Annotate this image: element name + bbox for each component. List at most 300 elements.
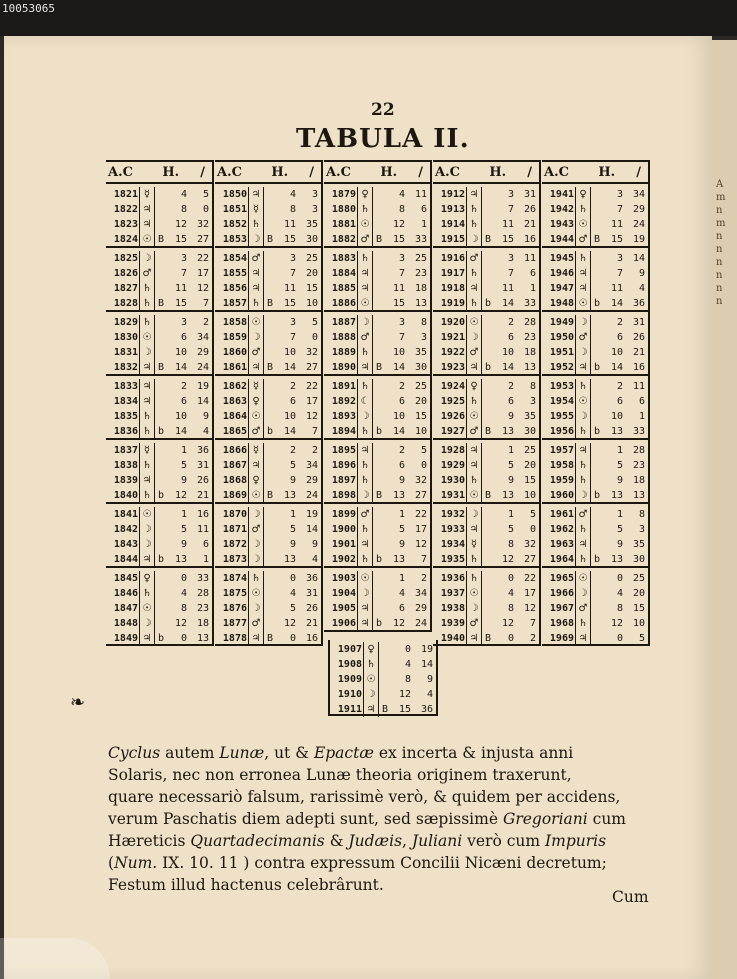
planet-symbol-icon: ☽	[576, 488, 591, 503]
minute-cell: 32	[305, 347, 318, 358]
edge-glyph: n	[716, 270, 723, 281]
table-row	[106, 187, 212, 202]
planet-symbol-icon: ♃	[140, 379, 155, 394]
year-block	[433, 248, 541, 312]
hour-cell: 7	[398, 268, 405, 279]
table-row	[106, 443, 212, 458]
minute-cell: 15	[305, 283, 318, 294]
minute-cell: 4	[426, 689, 433, 700]
minute-cell: 30	[632, 554, 645, 565]
letter-cell: B	[593, 234, 601, 245]
minute-cell: 29	[632, 204, 645, 215]
planet-symbol-icon: ☉	[249, 488, 264, 503]
minute-cell: 14	[420, 659, 433, 670]
planet-symbol-icon: ♃	[467, 443, 482, 458]
letter-cell	[373, 266, 385, 281]
year-cell: 1894	[324, 424, 358, 439]
planet-symbol-icon: ♂	[576, 601, 591, 616]
year-block	[542, 376, 650, 440]
text-segment: cum	[587, 810, 627, 828]
table-row	[215, 552, 321, 567]
table-row	[433, 571, 539, 586]
year-cell: 1874	[215, 571, 249, 586]
planet-symbol-icon: ♄	[358, 251, 373, 266]
minute-cell: 12	[196, 283, 209, 294]
year-cell: 1958	[542, 458, 576, 473]
planet-symbol-icon: ♂	[249, 345, 264, 360]
table-row	[215, 232, 321, 247]
table-row	[215, 631, 321, 646]
letter-cell: b	[375, 554, 383, 565]
planet-symbol-icon: ♂	[467, 251, 482, 266]
minute-cell: 12	[305, 411, 318, 422]
table-row	[324, 360, 430, 375]
minute-cell: 24	[305, 490, 318, 501]
hour-cell: 11	[501, 283, 514, 294]
letter-cell	[591, 571, 603, 586]
minute-cell: 28	[632, 445, 645, 456]
minute-cell: 20	[414, 396, 427, 407]
table-row	[215, 616, 321, 631]
year-cell: 1889	[324, 345, 358, 360]
table-row	[433, 586, 539, 601]
year-cell: 1907	[330, 642, 364, 657]
year-cell: 1933	[433, 522, 467, 537]
planet-symbol-icon: ♂	[576, 232, 591, 247]
table-row	[215, 281, 321, 296]
table-row	[324, 537, 430, 552]
letter-cell	[373, 251, 385, 266]
planet-symbol-icon: ♄	[140, 458, 155, 473]
minute-cell: 26	[196, 475, 209, 486]
minute-cell: 9	[202, 411, 209, 422]
hour-cell: 6	[398, 460, 405, 471]
planet-symbol-icon: ♄	[467, 266, 482, 281]
minute-cell: 34	[196, 332, 209, 343]
year-cell: 1892	[324, 394, 358, 409]
year-cell: 1860	[215, 345, 249, 360]
hour-cell: 14	[501, 298, 514, 309]
year-cell: 1902	[324, 552, 358, 567]
table-row	[542, 552, 648, 567]
year-cell: 1930	[433, 473, 467, 488]
letter-cell	[591, 507, 603, 522]
year-cell: 1882	[324, 232, 358, 247]
hour-cell: 1	[180, 509, 187, 520]
minute-cell: 35	[414, 347, 427, 358]
planet-symbol-icon: ☉	[467, 488, 482, 503]
planet-symbol-icon: ♄	[140, 315, 155, 330]
hour-cell: 1	[398, 509, 405, 520]
table-row	[433, 315, 539, 330]
minute-cell: 14	[632, 253, 645, 264]
table-column	[215, 160, 323, 646]
table-row	[106, 202, 212, 217]
year-cell: 1935	[433, 552, 467, 567]
text-line	[108, 742, 658, 764]
year-cell: 1954	[542, 394, 576, 409]
year-cell: 1855	[215, 266, 249, 281]
planet-symbol-icon: ♄	[358, 424, 373, 439]
minute-cell: 19	[420, 644, 433, 655]
hour-cell: 3	[398, 317, 405, 328]
minute-cell: 5	[202, 189, 209, 200]
table-row	[433, 424, 539, 439]
planet-symbol-icon: ☽	[140, 616, 155, 631]
hour-cell: 6	[398, 396, 405, 407]
year-cell: 1901	[324, 537, 358, 552]
table-row	[542, 409, 648, 424]
text-line	[108, 874, 658, 896]
year-block	[433, 568, 541, 646]
planet-symbol-icon: ♄	[140, 409, 155, 424]
letter-cell	[155, 522, 167, 537]
table-row	[324, 443, 430, 458]
letter-cell: B	[375, 362, 383, 373]
hour-cell: 4	[398, 588, 405, 599]
letter-cell: b	[484, 298, 492, 309]
minute-cell: 30	[414, 362, 427, 373]
table-row	[433, 394, 539, 409]
table-row	[542, 571, 648, 586]
planet-symbol-icon: ♃	[249, 187, 264, 202]
planet-symbol-icon: ♄	[467, 473, 482, 488]
planet-symbol-icon: ♃	[249, 266, 264, 281]
letter-cell	[155, 281, 167, 296]
minute-cell: 36	[196, 445, 209, 456]
year-cell: 1862	[215, 379, 249, 394]
hour-cell: 7	[507, 204, 514, 215]
year-cell: 1904	[324, 586, 358, 601]
letter-cell	[373, 571, 385, 586]
letter-cell	[264, 586, 276, 601]
letter-cell	[155, 616, 167, 631]
table-row	[324, 394, 430, 409]
table-row	[542, 443, 648, 458]
hour-cell: 10	[392, 347, 405, 358]
table-row	[106, 345, 212, 360]
letter-cell	[482, 345, 494, 360]
table-row	[542, 601, 648, 616]
page-number: 22	[371, 100, 395, 120]
table-row	[542, 266, 648, 281]
planet-symbol-icon: ♄	[576, 473, 591, 488]
hour-cell: 8	[289, 204, 296, 215]
letter-cell	[482, 507, 494, 522]
year-cell: 1938	[433, 601, 467, 616]
planet-symbol-icon: ☉	[140, 232, 155, 247]
year-block	[106, 312, 214, 376]
hour-cell: 1	[398, 573, 405, 584]
table-row	[324, 552, 430, 567]
minute-cell: 15	[523, 475, 536, 486]
year-block	[324, 248, 432, 312]
letter-cell	[155, 251, 167, 266]
hour-cell: 5	[398, 524, 405, 535]
hour-cell: 4	[404, 659, 411, 670]
body-paragraph	[108, 742, 658, 896]
table-row	[106, 379, 212, 394]
table-row	[542, 281, 648, 296]
year-block	[324, 376, 432, 440]
table-row	[433, 522, 539, 537]
table-row	[106, 552, 212, 567]
minute-cell: 6	[638, 396, 645, 407]
table-row	[106, 488, 212, 503]
minute-cell: 3	[529, 396, 536, 407]
text-segment: ,	[402, 832, 412, 850]
year-cell: 1921	[433, 330, 467, 345]
planet-symbol-icon: ☽	[576, 345, 591, 360]
year-cell: 1846	[106, 586, 140, 601]
letter-cell	[155, 458, 167, 473]
hour-cell: 15	[392, 298, 405, 309]
planet-symbol-icon: ☉	[249, 315, 264, 330]
hour-cell: 15	[398, 704, 411, 715]
table-row	[542, 315, 648, 330]
table-row	[215, 507, 321, 522]
year-cell: 1969	[542, 631, 576, 646]
hour-cell: 15	[174, 234, 187, 245]
letter-cell: B	[484, 490, 492, 501]
hour-cell: 9	[616, 539, 623, 550]
year-cell: 1937	[433, 586, 467, 601]
year-cell: 1926	[433, 409, 467, 424]
minute-cell: 17	[196, 268, 209, 279]
header-slash: /	[418, 164, 423, 180]
minute-cell: 1	[420, 219, 427, 230]
minute-cell: 4	[638, 283, 645, 294]
hour-cell: 14	[501, 362, 514, 373]
hour-cell: 12	[283, 618, 296, 629]
year-cell: 1883	[324, 251, 358, 266]
year-cell: 1864	[215, 409, 249, 424]
year-cell: 1919	[433, 296, 467, 311]
planet-symbol-icon: ♄	[140, 488, 155, 503]
table-row	[542, 330, 648, 345]
hour-cell: 3	[289, 253, 296, 264]
letter-cell: b	[375, 426, 383, 437]
letter-cell	[591, 522, 603, 537]
minute-cell: 10	[414, 426, 427, 437]
letter-cell	[264, 443, 276, 458]
planet-symbol-icon: ☽	[140, 345, 155, 360]
column-header	[433, 160, 541, 184]
hour-cell: 2	[398, 381, 405, 392]
hour-cell: 10	[501, 347, 514, 358]
hour-cell: 12	[501, 618, 514, 629]
hour-cell: 13	[610, 490, 623, 501]
text-line	[108, 852, 658, 874]
letter-cell	[373, 507, 385, 522]
planet-symbol-icon: ♄	[358, 202, 373, 217]
hour-cell: 7	[616, 268, 623, 279]
minute-cell: 30	[523, 426, 536, 437]
year-cell: 1923	[433, 360, 467, 375]
hour-cell: 5	[507, 524, 514, 535]
planet-symbol-icon: ♃	[140, 360, 155, 375]
text-segment: verò cum	[462, 832, 546, 850]
edge-glyph: n	[716, 244, 723, 255]
minute-cell: 6	[529, 268, 536, 279]
letter-cell: B	[157, 362, 165, 373]
table-row	[215, 315, 321, 330]
table-column	[542, 160, 650, 646]
minute-cell: 27	[196, 234, 209, 245]
minute-cell: 32	[196, 219, 209, 230]
table-row	[106, 266, 212, 281]
planet-symbol-icon: ♃	[358, 616, 373, 631]
hour-cell: 3	[398, 253, 405, 264]
letter-cell	[591, 631, 603, 646]
letter-cell	[373, 409, 385, 424]
letter-cell	[373, 330, 385, 345]
planet-symbol-icon: ☽	[249, 330, 264, 345]
planet-symbol-icon: ♄	[358, 379, 373, 394]
minute-cell: 2	[311, 445, 318, 456]
table-row	[542, 507, 648, 522]
year-cell: 1960	[542, 488, 576, 503]
year-cell: 1925	[433, 394, 467, 409]
year-cell: 1909	[330, 672, 364, 687]
letter-cell: B	[484, 633, 492, 644]
planet-symbol-icon: ☉	[358, 217, 373, 232]
year-cell: 1893	[324, 409, 358, 424]
hour-cell: 6	[398, 603, 405, 614]
column-header	[324, 160, 432, 184]
planet-symbol-icon: ☿	[140, 443, 155, 458]
letter-cell	[373, 473, 385, 488]
letter-cell: B	[266, 633, 274, 644]
table-row	[433, 601, 539, 616]
planet-symbol-icon: ♃	[249, 631, 264, 646]
letter-cell	[482, 552, 494, 567]
year-cell: 1888	[324, 330, 358, 345]
year-cell: 1841	[106, 507, 140, 522]
minute-cell: 22	[414, 509, 427, 520]
table-row	[330, 657, 436, 672]
table-row	[324, 251, 430, 266]
minute-cell: 11	[414, 189, 427, 200]
letter-cell	[155, 266, 167, 281]
year-cell: 1959	[542, 473, 576, 488]
minute-cell: 36	[420, 704, 433, 715]
table-row	[106, 394, 212, 409]
letter-cell	[591, 458, 603, 473]
letter-cell	[482, 187, 494, 202]
hour-cell: 3	[507, 189, 514, 200]
minute-cell: 0	[529, 524, 536, 535]
hour-cell: 7	[180, 268, 187, 279]
table-row	[433, 217, 539, 232]
letter-cell: b	[157, 554, 165, 565]
minute-cell: 31	[196, 460, 209, 471]
letter-cell: b	[375, 618, 383, 629]
year-block	[542, 568, 650, 646]
hour-cell: 13	[392, 554, 405, 565]
hour-cell: 10	[283, 347, 296, 358]
letter-cell: B	[484, 234, 492, 245]
table-column	[324, 160, 432, 646]
year-cell: 1828	[106, 296, 140, 311]
year-cell: 1910	[330, 687, 364, 702]
minute-cell: 30	[305, 234, 318, 245]
minute-cell: 4	[311, 554, 318, 565]
minute-cell: 21	[523, 219, 536, 230]
hour-cell: 5	[616, 524, 623, 535]
hour-cell: 14	[610, 362, 623, 373]
hour-cell: 2	[289, 445, 296, 456]
letter-cell	[591, 217, 603, 232]
easter-table	[106, 160, 654, 716]
letter-cell	[264, 187, 276, 202]
planet-symbol-icon: ☿	[140, 187, 155, 202]
minute-cell: 3	[311, 189, 318, 200]
planet-symbol-icon: ☽	[467, 232, 482, 247]
year-cell: 1890	[324, 360, 358, 375]
year-cell: 1851	[215, 202, 249, 217]
table-row	[433, 488, 539, 503]
year-cell: 1830	[106, 330, 140, 345]
minute-cell: 29	[196, 347, 209, 358]
letter-cell: B	[375, 234, 383, 245]
planet-symbol-icon: ♀	[358, 187, 373, 202]
table-row	[215, 443, 321, 458]
letter-cell	[482, 537, 494, 552]
letter-cell: B	[375, 490, 383, 501]
letter-cell	[264, 409, 276, 424]
minute-cell: 2	[529, 633, 536, 644]
hour-cell: 0	[180, 573, 187, 584]
hour-cell: 12	[174, 219, 187, 230]
minute-cell: 1	[202, 554, 209, 565]
year-block	[433, 376, 541, 440]
year-cell: 1839	[106, 473, 140, 488]
planet-symbol-icon: ♂	[358, 232, 373, 247]
hour-cell: 5	[180, 524, 187, 535]
year-cell: 1898	[324, 488, 358, 503]
planet-symbol-icon: ☽	[140, 537, 155, 552]
minute-cell: 17	[414, 524, 427, 535]
table-row	[542, 616, 648, 631]
hour-cell: 13	[392, 490, 405, 501]
italic-word: Num.	[114, 854, 158, 872]
table-row	[324, 409, 430, 424]
table-row	[324, 187, 430, 202]
year-cell: 1944	[542, 232, 576, 247]
minute-cell: 26	[305, 603, 318, 614]
letter-cell	[155, 507, 167, 522]
letter-cell	[482, 281, 494, 296]
minute-cell: 11	[632, 381, 645, 392]
year-cell: 1871	[215, 522, 249, 537]
planet-symbol-icon: ☉	[576, 571, 591, 586]
letter-cell	[155, 394, 167, 409]
year-cell: 1861	[215, 360, 249, 375]
minute-cell: 12	[523, 603, 536, 614]
letter-cell	[591, 394, 603, 409]
minute-cell: 36	[305, 573, 318, 584]
text-segment: quare necessariò falsum, rarissimè verò, & quidem per accidens,	[108, 788, 621, 806]
table-row	[433, 266, 539, 281]
planet-symbol-icon: ♃	[140, 631, 155, 646]
year-block	[324, 568, 432, 632]
year-cell: 1863	[215, 394, 249, 409]
text-segment: autem	[160, 744, 220, 762]
hour-cell: 0	[180, 633, 187, 644]
year-block	[542, 312, 650, 376]
hour-cell: 13	[610, 426, 623, 437]
